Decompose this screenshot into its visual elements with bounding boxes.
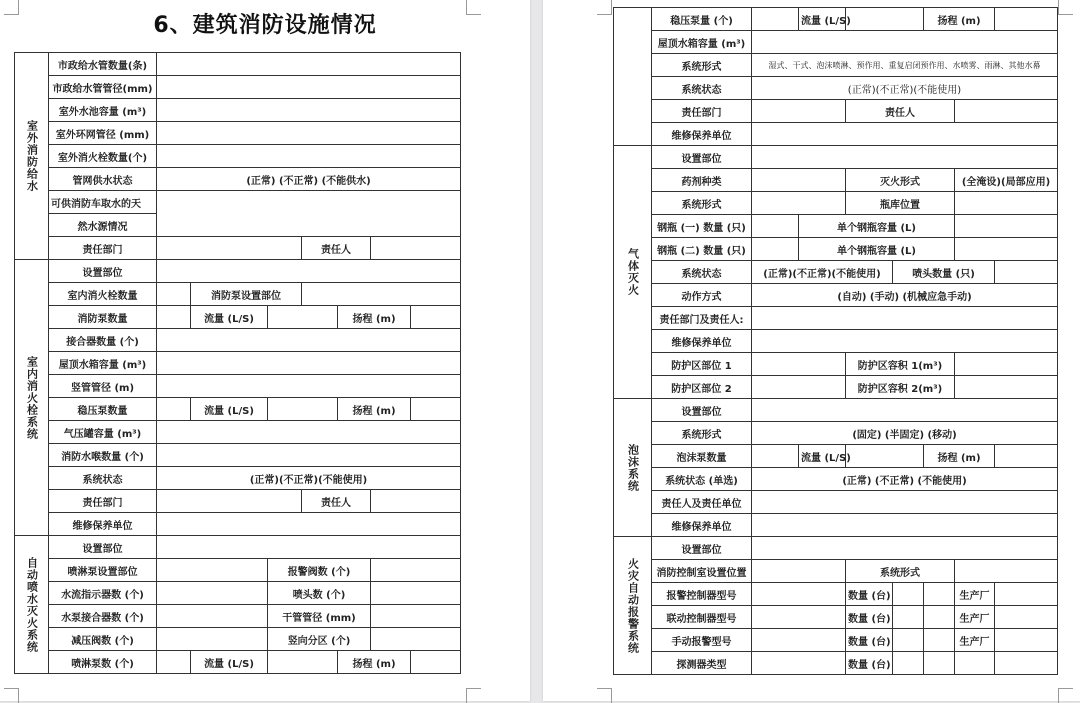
field-value[interactable] — [157, 536, 461, 559]
field-label: 竖管管径 (m) — [49, 375, 157, 398]
field-value[interactable] — [371, 628, 461, 651]
field-value[interactable] — [846, 8, 924, 31]
field-label: 系统状态 — [652, 261, 752, 284]
field-value[interactable] — [893, 629, 924, 652]
field-label: 扬程 (m) — [338, 651, 411, 674]
field-label: 责任人 — [846, 100, 955, 123]
status-options[interactable]: (正常)(不正常)(不能使用) — [752, 261, 893, 284]
table-row — [15, 444, 461, 467]
field-value[interactable] — [752, 652, 846, 675]
table-row — [15, 421, 461, 444]
field-value[interactable] — [893, 583, 924, 606]
field-value[interactable] — [157, 444, 461, 467]
section-label: 火灾自动报警系统 — [614, 537, 652, 675]
field-label: 流量 (L/S) — [191, 306, 268, 329]
field-value[interactable] — [157, 99, 461, 122]
field-label: 喷头数量 (只) — [893, 261, 995, 284]
field-label: 接合器数量 (个) — [49, 329, 157, 352]
field-value[interactable] — [752, 583, 846, 606]
field-value[interactable] — [157, 53, 461, 76]
field-label: 市政给水管数量(条) — [49, 53, 157, 76]
field-label: 市政给水管管径(mm) — [49, 76, 157, 99]
field-value[interactable] — [752, 307, 1058, 330]
table-row — [15, 582, 461, 605]
table-row — [15, 306, 461, 329]
table-row — [614, 422, 1058, 445]
field-label: 生产厂 — [955, 606, 995, 629]
field-value[interactable] — [752, 514, 1058, 537]
field-value[interactable] — [157, 237, 302, 260]
field-label: 设置部位 — [652, 537, 752, 560]
field-value[interactable] — [752, 123, 1058, 146]
field-value[interactable] — [157, 260, 461, 283]
field-value[interactable] — [371, 582, 461, 605]
table-row — [15, 559, 461, 582]
table-row — [614, 583, 1058, 606]
table-row — [614, 353, 1058, 376]
field-value[interactable] — [157, 490, 302, 513]
section-label: 泡沫系统 — [614, 399, 652, 537]
field-label: 系统状态 — [49, 467, 157, 490]
field-value[interactable] — [955, 238, 1058, 261]
table-row — [614, 560, 1058, 583]
table-row — [614, 514, 1058, 537]
section-label: 自动喷水灭火系统 — [15, 536, 49, 674]
table-row — [15, 191, 461, 214]
field-value[interactable] — [371, 559, 461, 582]
field-value[interactable] — [157, 421, 461, 444]
document-page-left — [0, 0, 530, 701]
field-label: 责任部门及责任人: — [652, 307, 752, 330]
field-label: 系统形式 — [652, 192, 752, 215]
table-row — [15, 605, 461, 628]
field-label: 水流指示器数 (个) — [49, 582, 157, 605]
field-label: 扬程 (m) — [924, 445, 995, 468]
field-label: 联动控制器型号 — [652, 606, 752, 629]
facilities-table-left — [14, 52, 461, 674]
field-label: 消防泵数量 — [49, 306, 157, 329]
table-row — [15, 76, 461, 99]
field-label: 可供消防车取水的天 — [49, 191, 157, 214]
field-label: 报警阀数 (个) — [268, 559, 371, 582]
table-row — [15, 237, 461, 260]
field-value[interactable] — [955, 215, 1058, 238]
field-value[interactable] — [893, 606, 924, 629]
field-label: 喷淋泵数 (个) — [49, 651, 157, 674]
table-row — [15, 490, 461, 513]
field-value[interactable] — [752, 537, 1058, 560]
field-value[interactable] — [157, 352, 461, 375]
status-options[interactable]: (正常) (不正常) (不能供水) — [157, 168, 461, 191]
field-label: 设置部位 — [49, 536, 157, 559]
field-value[interactable] — [752, 353, 846, 376]
field-value[interactable] — [752, 629, 846, 652]
field-label: 扬程 (m) — [924, 8, 995, 31]
field-label: 流量 (L/S) — [191, 398, 268, 421]
field-label: 维修保养单位 — [49, 513, 157, 536]
table-row — [15, 375, 461, 398]
table-row — [15, 168, 461, 191]
field-label: 屋顶水箱容量 (m³) — [652, 31, 752, 54]
table-row — [614, 8, 1058, 31]
field-value[interactable] — [411, 651, 461, 674]
table-row — [15, 99, 461, 122]
field-label: 扬程 (m) — [338, 398, 411, 421]
field-label: 生产厂 — [955, 583, 995, 606]
table-row — [614, 169, 1058, 192]
section-label: 室外消防给水 — [15, 53, 49, 260]
field-label: 责任人 — [302, 237, 371, 260]
field-label: 水泵接合器数 (个) — [49, 605, 157, 628]
field-label: 灭火形式 — [846, 169, 955, 192]
field-label: 责任人及责任单位 — [652, 491, 752, 514]
field-value[interactable] — [752, 192, 846, 215]
field-value[interactable] — [371, 605, 461, 628]
field-label: 维修保养单位 — [652, 514, 752, 537]
field-label: 系统状态 — [652, 77, 752, 100]
facilities-table-right — [613, 7, 1058, 675]
table-row — [15, 467, 461, 490]
field-value[interactable] — [157, 306, 191, 329]
field-label: 喷头数 (个) — [268, 582, 371, 605]
table-row — [614, 537, 1058, 560]
field-value[interactable] — [752, 330, 1058, 353]
table-row — [15, 513, 461, 536]
action-options[interactable]: (自动) (手动) (机械应急手动) — [752, 284, 1058, 307]
field-value[interactable] — [157, 191, 461, 237]
table-row — [614, 31, 1058, 54]
field-label: 消防水喉数量 (个) — [49, 444, 157, 467]
field-label: 数量 (台) — [846, 583, 893, 606]
field-label: 防护区部位 2 — [652, 376, 752, 399]
field-label: 防护区部位 1 — [652, 353, 752, 376]
field-value[interactable] — [268, 651, 338, 674]
field-label: 钢瓶 (二) 数量 (只) — [652, 238, 752, 261]
field-label: 设置部位 — [49, 260, 157, 283]
field-value[interactable] — [752, 399, 1058, 422]
field-label: 责任部门 — [652, 100, 752, 123]
field-value[interactable] — [371, 490, 461, 513]
field-label: 责任部门 — [49, 490, 157, 513]
field-label: 设置部位 — [652, 146, 752, 169]
field-value[interactable] — [752, 31, 1058, 54]
field-label: 设置部位 — [652, 399, 752, 422]
field-value[interactable] — [752, 8, 799, 31]
field-label: 防护区容积 2(m³) — [846, 376, 955, 399]
section-label: 室内消火栓系统 — [15, 260, 49, 536]
field-value[interactable] — [995, 583, 1058, 606]
table-row — [15, 260, 461, 283]
field-value[interactable] — [752, 215, 799, 238]
field-value[interactable] — [924, 629, 955, 652]
field-value[interactable] — [752, 100, 846, 123]
table-row — [614, 100, 1058, 123]
table-row — [614, 192, 1058, 215]
field-label: 扬程 (m) — [338, 306, 411, 329]
field-label: 责任人 — [302, 490, 371, 513]
field-label: 稳压泵量 (个) — [652, 8, 752, 31]
field-label: 喷淋泵设置部位 — [49, 559, 157, 582]
margin-mark — [466, 688, 481, 703]
page-title: 6、建筑消防设施情况 — [153, 13, 377, 38]
field-label: 泡沫泵数量 — [652, 445, 752, 468]
field-value[interactable] — [955, 376, 1058, 399]
field-label: 数量 (台) — [846, 652, 893, 675]
field-label: 单个钢瓶容量 (L) — [799, 215, 955, 238]
field-value[interactable] — [955, 192, 1058, 215]
field-value[interactable] — [955, 652, 995, 675]
system-type-options[interactable]: 湿式、干式、泡沫喷淋、预作用、重复启闭预作用、水喷雾、雨淋、其他水幕 — [752, 54, 1058, 77]
field-value[interactable] — [157, 398, 191, 421]
field-value[interactable] — [302, 283, 461, 306]
field-value[interactable] — [157, 76, 461, 99]
field-value[interactable] — [995, 629, 1058, 652]
field-value[interactable] — [752, 445, 799, 468]
field-value[interactable] — [995, 606, 1058, 629]
field-value[interactable] — [752, 238, 799, 261]
field-value[interactable] — [995, 445, 1058, 468]
field-value[interactable] — [157, 375, 461, 398]
field-label: 钢瓶 (一) 数量 (只) — [652, 215, 752, 238]
field-label: 竖向分区 (个) — [268, 628, 371, 651]
field-value[interactable] — [752, 169, 846, 192]
table-row — [614, 652, 1058, 675]
field-value[interactable] — [268, 306, 338, 329]
field-value[interactable] — [157, 283, 191, 306]
table-row — [15, 145, 461, 168]
table-row — [614, 238, 1058, 261]
field-value[interactable] — [157, 329, 461, 352]
field-value[interactable] — [955, 100, 1058, 123]
field-label: 流量 (L/S) — [799, 445, 846, 468]
margin-mark — [597, 688, 612, 703]
field-label: 生产厂 — [955, 629, 995, 652]
margin-mark — [1058, 688, 1073, 703]
field-value[interactable] — [752, 606, 846, 629]
field-value[interactable] — [924, 583, 955, 606]
field-value[interactable] — [752, 491, 1058, 514]
field-value[interactable] — [955, 353, 1058, 376]
field-label: 稳压泵数量 — [49, 398, 157, 421]
field-label: 报警控制器型号 — [652, 583, 752, 606]
field-label: 探测器类型 — [652, 652, 752, 675]
section-label-continued — [614, 8, 652, 146]
field-label: 系统形式 — [846, 560, 955, 583]
field-label: 数量 (台) — [846, 606, 893, 629]
status-options[interactable]: (正常)(不正常)(不能使用) — [157, 467, 461, 490]
table-row — [15, 122, 461, 145]
status-options[interactable]: (正常) (不正常) (不能使用) — [752, 468, 1058, 491]
field-value[interactable] — [157, 145, 461, 168]
field-value[interactable] — [995, 652, 1058, 675]
table-row — [15, 283, 461, 306]
field-value[interactable] — [955, 560, 1058, 583]
field-label: 责任部门 — [49, 237, 157, 260]
table-row — [614, 146, 1058, 169]
field-value[interactable] — [411, 398, 461, 421]
table-row — [15, 53, 461, 76]
field-value[interactable] — [371, 237, 461, 260]
table-row — [614, 491, 1058, 514]
field-label: 流量 (L/S) — [191, 651, 268, 674]
table-row — [614, 261, 1058, 284]
field-label: 气压罐容量 (m³) — [49, 421, 157, 444]
table-row — [614, 123, 1058, 146]
table-row — [614, 215, 1058, 238]
field-label: 室外环网管径 (mm) — [49, 122, 157, 145]
table-row — [614, 376, 1058, 399]
field-value[interactable] — [752, 376, 846, 399]
table-row — [15, 329, 461, 352]
field-value[interactable] — [752, 560, 846, 583]
table-row — [614, 284, 1058, 307]
field-value[interactable] — [157, 651, 191, 674]
field-label: 干管管径 (mm) — [268, 605, 371, 628]
field-value[interactable]: (全淹设)(局部应用) — [955, 169, 1058, 192]
field-label: 系统形式 — [652, 54, 752, 77]
field-value[interactable] — [995, 261, 1058, 284]
field-value[interactable] — [157, 628, 268, 651]
document-page-right — [543, 0, 1080, 701]
field-value[interactable] — [995, 8, 1058, 31]
table-row — [15, 398, 461, 421]
section-label: 气体灭火 — [614, 146, 652, 399]
field-label: 手动报警型号 — [652, 629, 752, 652]
field-label: 屋顶水箱容量 (m³) — [49, 352, 157, 375]
field-label: 防护区容积 1(m³) — [846, 353, 955, 376]
field-value[interactable] — [411, 306, 461, 329]
table-row — [614, 606, 1058, 629]
status-options[interactable]: (正常)(不正常)(不能使用) — [752, 77, 1058, 100]
field-label: 瓶库位置 — [846, 192, 955, 215]
table-row — [15, 628, 461, 651]
field-label: 减压阀数 (个) — [49, 628, 157, 651]
field-label: 流量 (L/S) — [799, 8, 846, 31]
field-value[interactable] — [157, 559, 268, 582]
field-value[interactable] — [893, 652, 924, 675]
table-row — [15, 352, 461, 375]
margin-mark — [1058, 0, 1073, 15]
field-label: 单个钢瓶容量 (L) — [799, 238, 955, 261]
field-label: 然水源情况 — [49, 214, 157, 237]
table-row — [15, 536, 461, 559]
field-label: 消防控制室设置位置 — [652, 560, 752, 583]
field-label: 消防泵设置部位 — [191, 283, 302, 306]
field-label: 数量 (台) — [846, 629, 893, 652]
field-label: 系统状态 (单选) — [652, 468, 752, 491]
field-label: 药剂种类 — [652, 169, 752, 192]
margin-mark — [4, 688, 19, 703]
field-value[interactable] — [924, 606, 955, 629]
field-label: 维修保养单位 — [652, 123, 752, 146]
table-row — [614, 77, 1058, 100]
field-value[interactable] — [752, 146, 1058, 169]
field-label: 管网供水状态 — [49, 168, 157, 191]
system-type-options[interactable]: (固定) (半固定) (移动) — [752, 422, 1058, 445]
field-value[interactable] — [924, 652, 955, 675]
margin-mark — [597, 0, 612, 15]
table-row — [614, 307, 1058, 330]
field-label: 室外消火栓数量(个) — [49, 145, 157, 168]
table-row — [614, 399, 1058, 422]
table-row — [614, 468, 1058, 491]
table-row — [614, 445, 1058, 468]
field-value[interactable] — [157, 582, 268, 605]
field-label: 系统形式 — [652, 422, 752, 445]
field-label: 动作方式 — [652, 284, 752, 307]
table-row — [614, 54, 1058, 77]
field-value[interactable] — [157, 122, 461, 145]
field-value[interactable] — [268, 398, 338, 421]
field-value[interactable] — [157, 513, 461, 536]
field-value[interactable] — [157, 605, 268, 628]
table-row — [15, 651, 461, 674]
field-label: 室外水池容量 (m³) — [49, 99, 157, 122]
field-label: 维修保养单位 — [652, 330, 752, 353]
field-value[interactable] — [846, 445, 924, 468]
field-label: 室内消火栓数量 — [49, 283, 157, 306]
table-row — [614, 330, 1058, 353]
table-row — [614, 629, 1058, 652]
